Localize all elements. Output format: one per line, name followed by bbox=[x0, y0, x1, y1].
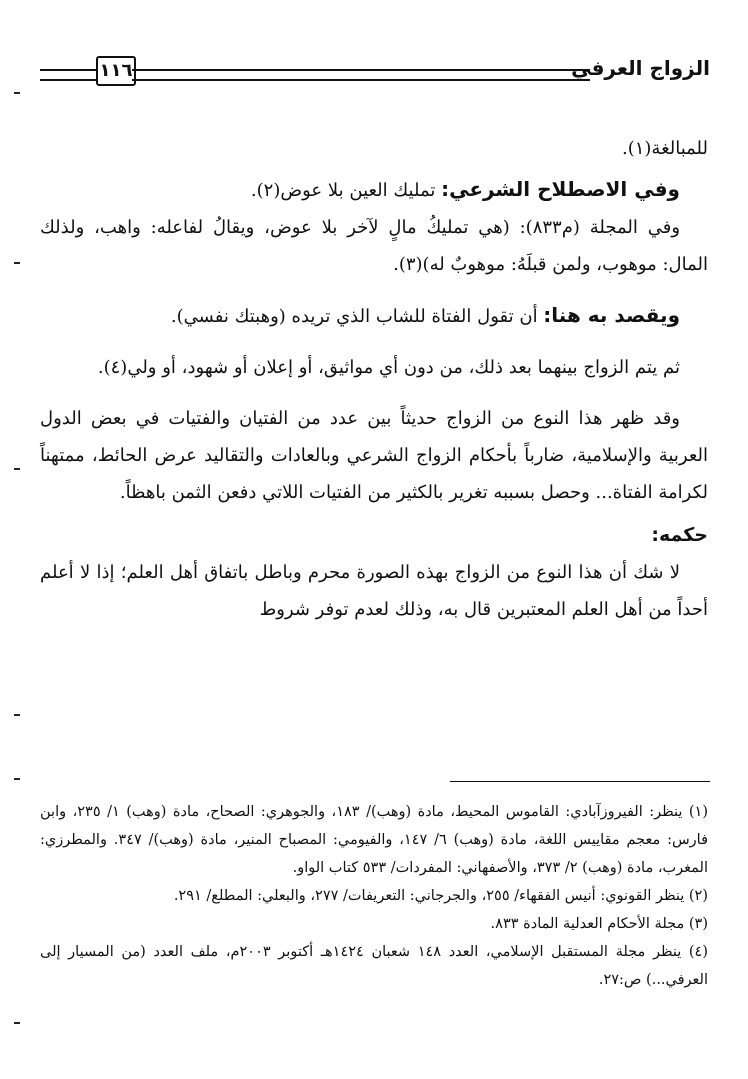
paragraph-3: وفي المجلة (م٨٣٣): (هي تمليكُ مالٍ لآخر بلا عوض، ويقالُ لفاعله: واهب، ولذلك المال: موهوب، ولمن قبلَهُ: موهوبٌ له)(٣). bbox=[40, 217, 708, 275]
paragraph-4-text: أن تقول الفتاة للشاب الذي تريده (وهبتك نفسي). bbox=[170, 306, 544, 327]
paragraph-2-text: تمليك العين بلا عوض(٢). bbox=[250, 180, 442, 201]
term-heading-intended: ويقصد به هنا: bbox=[543, 303, 680, 327]
footnote-3: (٣) مجلة الأحكام العدلية المادة ٨٣٣. bbox=[490, 916, 708, 932]
scan-mark bbox=[14, 778, 20, 780]
page-header bbox=[40, 56, 710, 90]
scan-mark bbox=[14, 468, 20, 470]
running-title: الزواج العرفي bbox=[571, 56, 710, 80]
page-number: ١١٦ bbox=[96, 56, 136, 86]
footnote-2: (٢) ينظر القونوي: أنيس الفقهاء/ ٢٥٥، والجرجاني: التعريفات/ ٢٧٧، والبعلي: المطلع/ ٢٩١. bbox=[173, 888, 708, 904]
footnote-4: (٤) ينظر مجلة المستقبل الإسلامي، العدد ١٤٨ شعبان ١٤٢٤هـ أكتوبر ٢٠٠٣م، ملف العدد (من المسيار إلى العرفي...) ص:٢٧. bbox=[40, 944, 709, 988]
scan-mark bbox=[14, 714, 20, 716]
paragraph-1: للمبالغة(١). bbox=[621, 138, 708, 159]
footnotes bbox=[40, 798, 708, 994]
term-heading-sharia: وفي الاصطلاح الشرعي: bbox=[441, 177, 680, 201]
section-title: حكمه: bbox=[651, 524, 708, 546]
paragraph-4 bbox=[40, 297, 708, 335]
scan-mark bbox=[14, 262, 20, 264]
main-text bbox=[40, 130, 708, 628]
paragraph-7: لا شك أن هذا النوع من الزواج بهذه الصورة محرم وباطل باتفاق أهل العلم؛ إذا لا أعلم أحداً من أهل العلم المعتبرين قال به، وذلك لعدم توفر شروط bbox=[40, 562, 708, 620]
scan-mark bbox=[14, 1022, 20, 1024]
paragraph-5: ثم يتم الزواج بينهما بعد ذلك، من دون أي مواثيق، أو إعلان أو شهود، أو ولي(٤). bbox=[97, 357, 680, 378]
header-rule bbox=[132, 69, 590, 81]
paragraph-2 bbox=[40, 171, 708, 209]
footnote-separator bbox=[450, 781, 710, 782]
scan-mark bbox=[14, 92, 20, 94]
header-rule-left bbox=[40, 69, 96, 81]
footnote-1: (١) ينظر: الفيروزآبادي: القاموس المحيط، مادة (وهب)/ ١٨٣، والجوهري: الصحاح، مادة (وهب) ١/ ٢٣٥، وابن فارس: معجم مقاييس اللغة، مادة (وهب) ٦/ ١٤٧، والفيومي: المصباح المنير، مادة (وهب)/ ٣٤٧. والمطرزي: المغرب، مادة (وهب) ٢/ ٣٧٣، والأصفهاني: المفردات/ ٥٣٣ كتاب الواو. bbox=[40, 804, 709, 876]
paragraph-6: وقد ظهر هذا النوع من الزواج حديثاً بين عدد من الفتيان والفتيات في بعض الدول العربية والإسلامية، ضارباً بأحكام الزواج الشرعي وبالعادات والتقاليد عرض الحائط، ممتهناً لكرامة الفتاة... وحصل بسببه تغرير بالكثير من الفتيات اللاتي دفعن الثمن باهظاً. bbox=[40, 408, 708, 503]
